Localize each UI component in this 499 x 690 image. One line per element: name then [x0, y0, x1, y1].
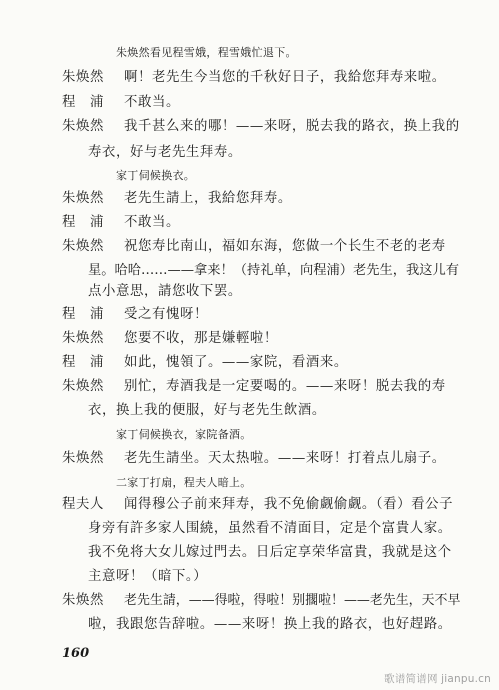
- dialogue-text: 啦，我跟您告辞啦。——来呀！换上我的路衣，也好趕路。: [88, 617, 452, 632]
- stage-direction: [0, 474, 499, 494]
- dialogue-line: [0, 520, 499, 540]
- dialogue-text: 您要不收，那是嫌輕啦！: [124, 331, 278, 346]
- stage-direction-text: 家丁伺候换衣。: [116, 169, 196, 182]
- speaker-name: 朱焕然: [62, 379, 104, 394]
- dialogue-line: [0, 190, 499, 210]
- dialogue-line: [0, 450, 499, 470]
- dialogue-text: 祝您寿比南山，福如东海，您做一个长生不老的老寿: [124, 239, 446, 254]
- dialogue-text: 如此，愧領了。——家院，看酒来。: [124, 355, 348, 370]
- page-number: 160: [62, 646, 90, 661]
- speaker-name: 程 浦: [62, 215, 104, 230]
- speaker-name: 程夫人: [62, 497, 104, 512]
- dialogue-text: 老先生請，——得啦，得啦！别擱啦！——老先生，天不早: [124, 593, 461, 608]
- stage-direction: [0, 426, 499, 446]
- stage-direction-text: 家丁伺候换衣，家院备酒。: [116, 428, 252, 441]
- speaker-name: 朱焕然: [62, 593, 104, 608]
- dialogue-line: [0, 94, 499, 114]
- dialogue-text: 身旁有許多家人围繞，虽然看不清面目，定是个富貴人家。: [88, 521, 452, 536]
- dialogue-text: 主意呀！（暗下。）: [88, 569, 208, 584]
- dialogue-text: 老先生請坐。天太热啦。——来呀！打着点儿扇子。: [124, 451, 446, 466]
- dialogue-text: 不敢当。: [124, 215, 180, 230]
- dialogue-text: 点小意思，請您收下罢。: [88, 284, 242, 299]
- stage-direction-text: 朱焕然看见程雪娥，程雪娥忙退下。: [116, 46, 297, 59]
- speaker-name: 朱焕然: [62, 191, 104, 206]
- dialogue-line: [0, 378, 499, 398]
- dialogue-text: 受之有愧呀！: [124, 307, 208, 322]
- dialogue-text: 寿衣，好与老先生拜寿。: [88, 145, 242, 160]
- dialogue-line: [0, 118, 499, 138]
- speaker-name: 朱焕然: [62, 70, 104, 85]
- dialogue-line: [0, 262, 499, 282]
- speaker-name: 程 浦: [62, 355, 104, 370]
- dialogue-line: [0, 144, 499, 164]
- stage-direction: [0, 44, 499, 64]
- dialogue-line: [0, 544, 499, 564]
- speaker-name: 朱焕然: [62, 119, 104, 134]
- dialogue-line: [0, 354, 499, 374]
- dialogue-text: 我千甚么来的哪！——来呀，脱去我的路衣，换上我的: [124, 119, 460, 134]
- speaker-name: 朱焕然: [62, 451, 104, 466]
- dialogue-line: [0, 238, 499, 258]
- dialogue-line: [0, 330, 499, 350]
- dialogue-text: 啊！老先生今当您的千秋好日子，我給您拜寿来啦。: [124, 70, 446, 85]
- stage-direction: [0, 167, 499, 187]
- dialogue-text: 不敢当。: [124, 95, 180, 110]
- dialogue-line: [0, 402, 499, 422]
- stage-direction-text: 二家丁打扇，程夫人暗上。: [116, 476, 252, 489]
- dialogue-line: [0, 592, 499, 612]
- dialogue-text: 我不免将大女儿嫁过門去。日后定享荣华富貴，我就是这个: [88, 545, 452, 560]
- dialogue-line: [0, 283, 499, 303]
- dialogue-text: 闻得穆公子前来拜寿，我不免偷觑偷觑。（看）看公子: [124, 497, 454, 512]
- dialogue-line: [0, 568, 499, 588]
- dialogue-line: [0, 69, 499, 89]
- speaker-name: 朱焕然: [62, 239, 104, 254]
- site-watermark: 歌谱简谱网 jianpu.cn: [384, 673, 491, 685]
- speaker-name: 朱焕然: [62, 331, 104, 346]
- dialogue-line: [0, 616, 499, 636]
- speaker-name: 程 浦: [62, 307, 104, 322]
- dialogue-text: 老先生請上，我給您拜寿。: [124, 191, 292, 206]
- dialogue-line: [0, 214, 499, 234]
- dialogue-line: [0, 496, 499, 516]
- speaker-name: 程 浦: [62, 95, 104, 110]
- dialogue-line: [0, 306, 499, 326]
- dialogue-text: 星。哈哈……——拿来！（持礼单，向程浦）老先生，我这儿有: [88, 263, 460, 278]
- dialogue-text: 别忙，寿酒我是一定要喝的。——来呀！脱去我的寿: [124, 379, 446, 394]
- dialogue-text: 衣，换上我的便服，好与老先生飲酒。: [88, 403, 326, 418]
